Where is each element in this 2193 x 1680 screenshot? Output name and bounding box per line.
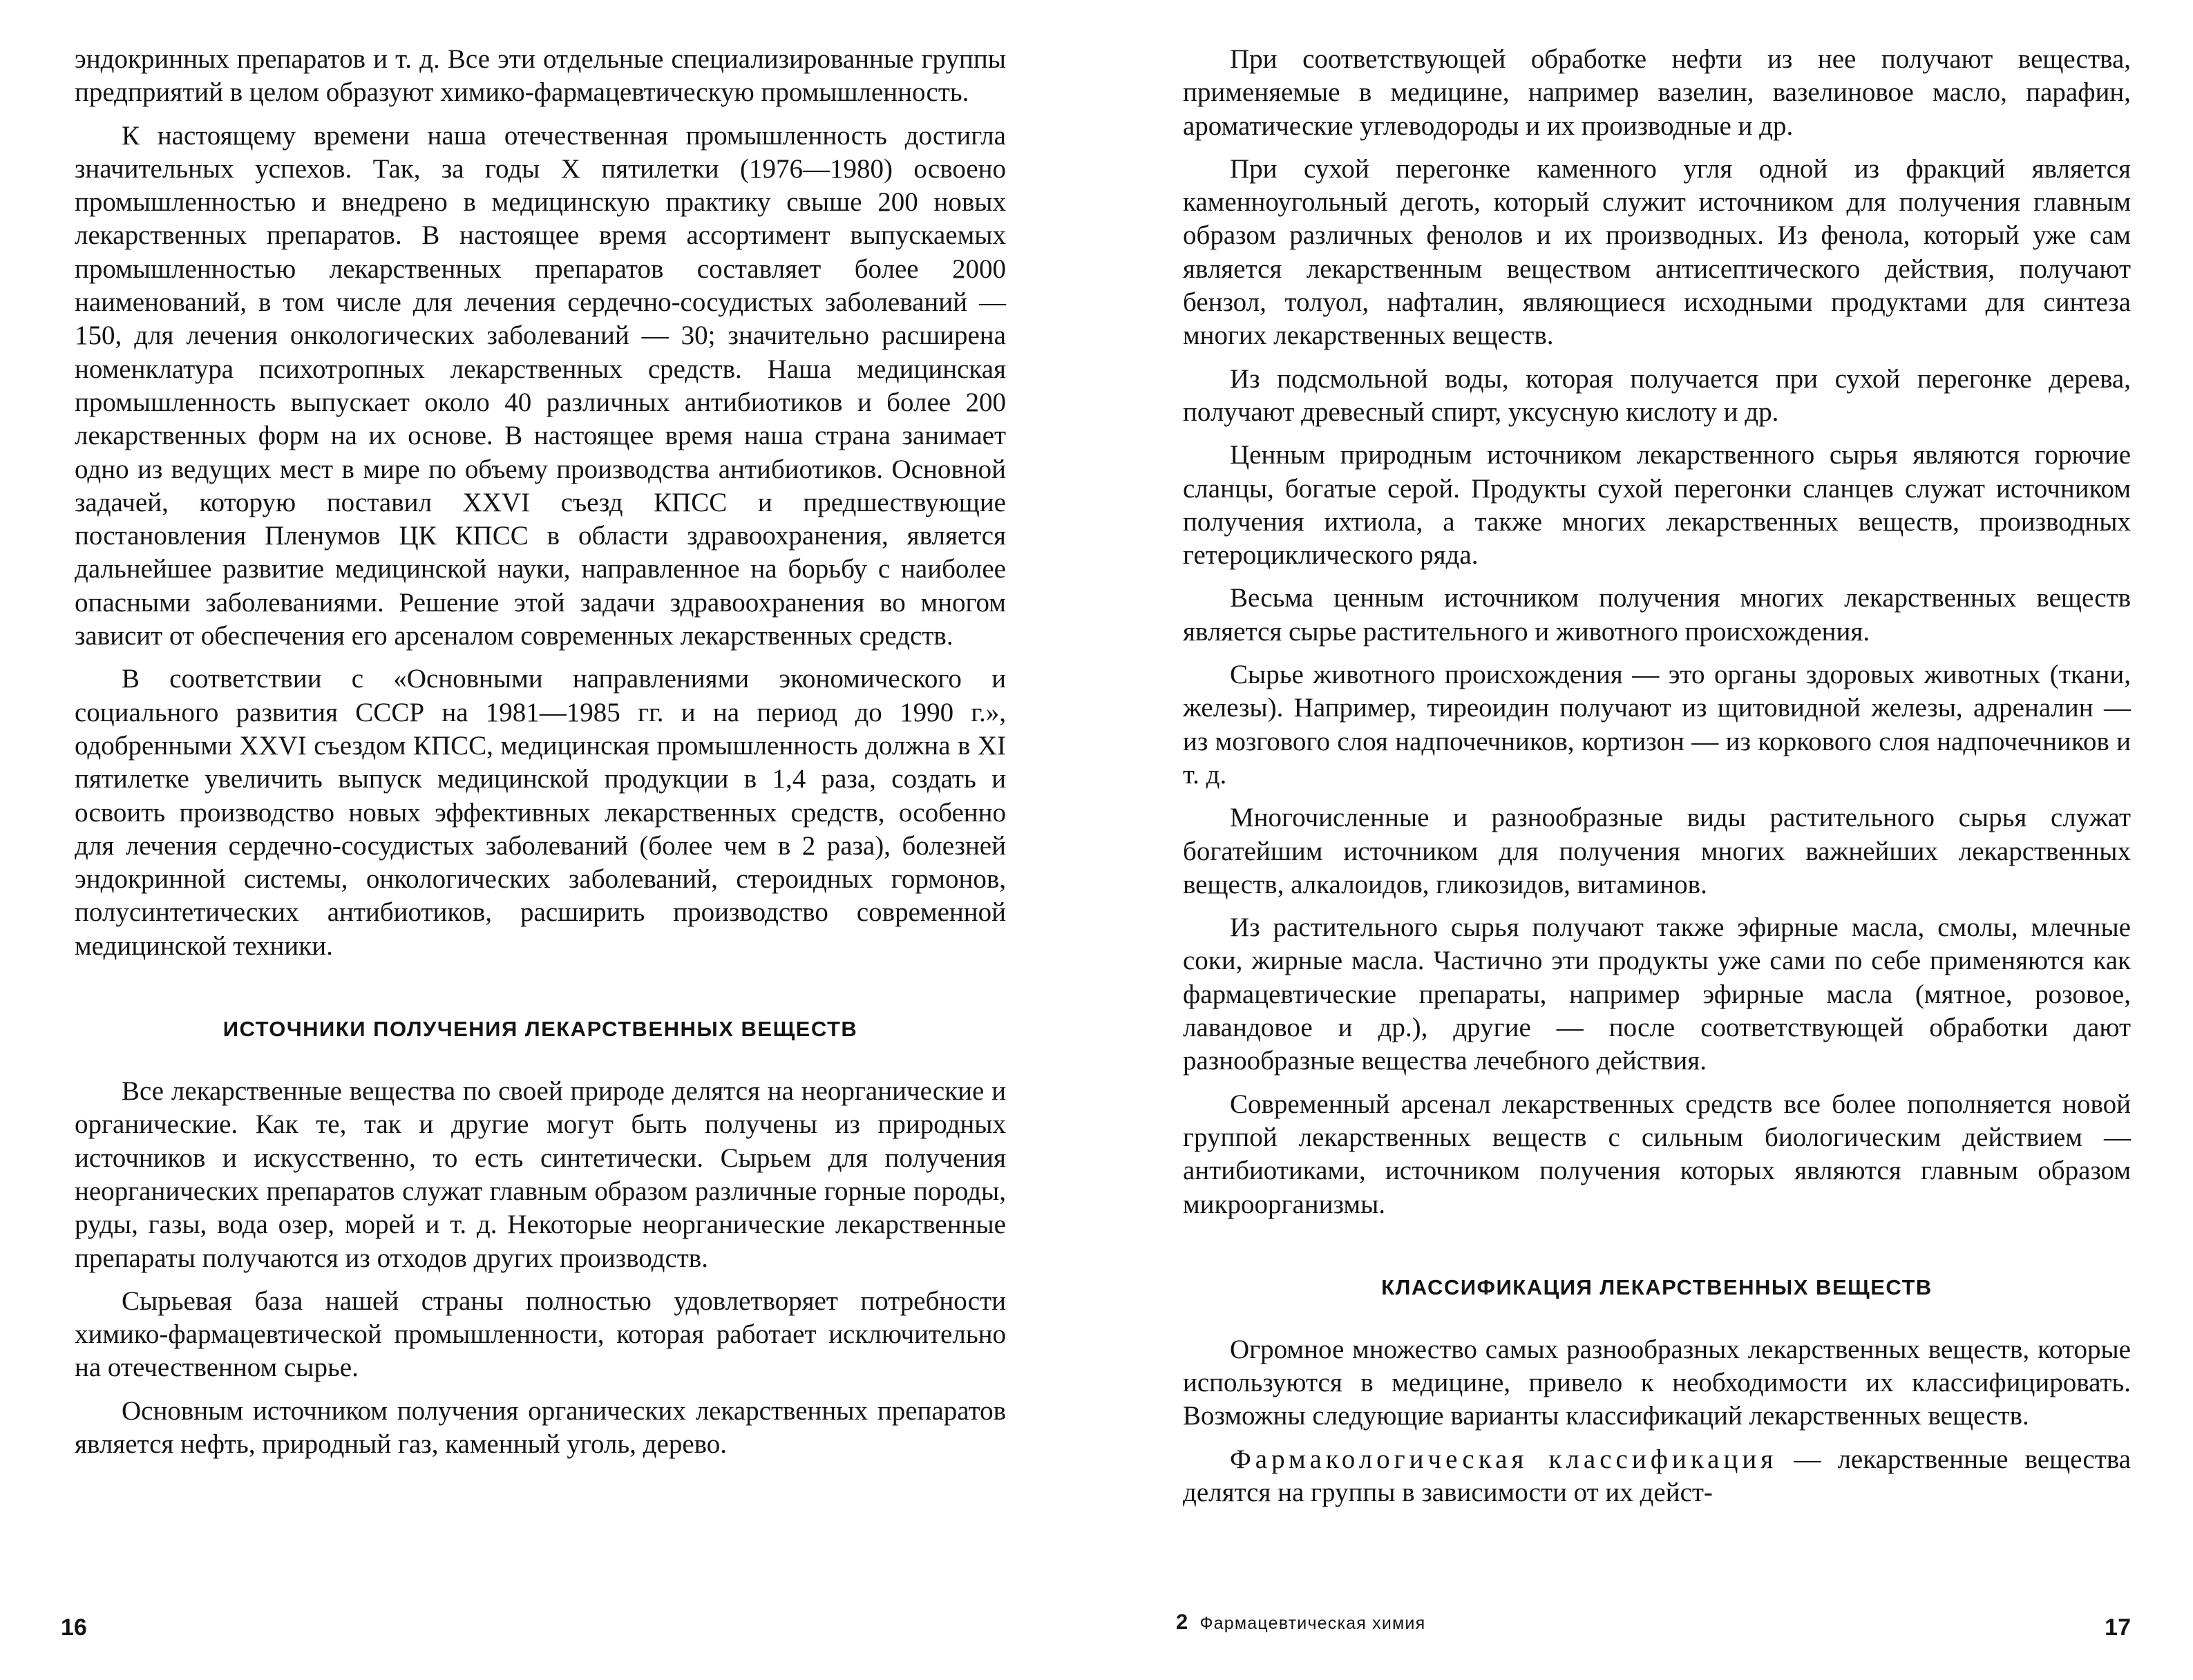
page-number-left: 16 — [61, 1614, 87, 1641]
paragraph: Сырье животного происхождения — это органы здоровых животных (ткани, железы). Например, тиреоидин получают из щитовидной железы, адреналин — из мозгового слоя надпочечников, кортизон — из коркового слоя надпочечников и т. д. — [1183, 660, 2131, 790]
page-number-right: 17 — [2105, 1614, 2131, 1641]
paragraph: Весьма ценным источником получения многих лекарственных веществ является сырье растительного и животного происхождения. — [1183, 583, 2131, 647]
signature-title: Фармацевтическая химия — [1199, 1614, 1426, 1633]
paragraph: При сухой перегонке каменного угля одной из фракций является каменноугольный деготь, который служит источником для получения главным образом различных фенолов и их производных. Из фенола, который уже сам является лекарственным веществом антисептического действия, получают бензол, толуол, нафталин, являющиеся исходными продуктами для синтеза многих лекарственных веществ. — [1183, 153, 2131, 351]
paragraph: Из растительного сырья получают также эфирные масла, смолы, млечные соки, жирные масла. Частично эти продукты уже сами по себе применяются как фармацевтические препараты, например эфирные масла (мятное, розовое, лавандовое и др.), другие — после соответствующей обработки дают разнообразные вещества лечебного действия. — [1183, 913, 2131, 1076]
paragraph: Огромное множество самых разнообразных лекарственных веществ, которые используются в медицине, привело к необходимости их классифицировать. Возможны следующие варианты классификаций лекарственных веществ. — [1183, 1334, 2131, 1431]
signature-line — [1176, 1610, 1425, 1634]
paragraph: Сырьевая база нашей страны полностью удовлетворяет потребности химико-фармацевтической промышленности, которая работает исключительно на отечественном сырье. — [75, 1286, 1006, 1383]
section-heading: ИСТОЧНИКИ ПОЛУЧЕНИЯ ЛЕКАРСТВЕННЫХ ВЕЩЕСТВ — [222, 1017, 858, 1042]
paragraph: Современный арсенал лекарственных средств все более пополняется новой группой лекарственных веществ с сильным биологическим действием — антибиотиками, источником получения которых являются главным образом микроорганизмы. — [1183, 1089, 2131, 1219]
paragraph: Ценным природным источником лекарственного сырья являются горючие сланцы, богатые серой. Продукты сухой перегонки сланцев служат источником получения ихтиола, а также многих лекарственных веществ, производных гетероциклического ряда. — [1183, 440, 2131, 571]
paragraph: К настоящему времени наша отечественная промышленность достигла значительных успехов. Так, за годы X пятилетки (1976—1980) освоено промышленностью и внедрено в медицинскую практику свыше 200 новых лекарственных препаратов. В настоящее время ассортимент выпускаемых промышленностью лекарственных препаратов составляет более 2000 наименований, в том числе для лечения сердечно-сосудистых заболеваний — 150, для лечения онкологических заболеваний — 30; значительно расширена номенклатура психотропных лекарственных средств. Наша медицинская промышленность выпускает около 40 различных антибиотиков и более 200 лекарственных форм на их основе. В настоящее время наша страна занимает одно из ведущих мест в мире по объему производства антибиотиков. Основной задачей, которую поставил XXVI съезд КПСС и предшествующие постановления Пленумов ЦК КПСС в области здравоохранения, является дальнейшее развитие медицинской науки, направленное на борьбу с наиболее опасными заболеваниями. Решение этой задачи здравоохранения во многом зависит от обеспечения его арсеналом современных лекарственных средств. — [75, 120, 1006, 651]
spaced-term: Фармакологическая классификация — [1230, 1444, 1778, 1474]
right-page — [1183, 43, 2131, 1519]
paragraph: В соответствии с «Основными направлениями экономического и социального развития СССР на 1981—1985 гг. и на период до 1990 г.», одобренными XXVI съездом КПСС, медицинская промышленность должна в XI пятилетке увеличить выпуск медицинской продукции в 1,4 раза, создать и освоить производство новых эффективных лекарственных средств, особенно для лечения сердечно-сосудистых заболеваний (более чем в 2 раза), болезней эндокринной системы, онкологических заболеваний, стероидных гормонов, полусинтетических антибиотиков, расширить производство современной медицинской техники. — [75, 664, 1006, 961]
paragraph: Основным источником получения органических лекарственных препаратов является нефть, природный газ, каменный уголь, дерево. — [75, 1395, 1006, 1459]
signature-number: 2 — [1176, 1610, 1189, 1634]
paragraph: При соответствующей обработке нефти из нее получают вещества, применяемые в медицине, например вазелин, вазелиновое масло, парафин, ароматические углеводороды и их производные и др. — [1183, 44, 2131, 141]
section-heading: КЛАССИФИКАЦИЯ ЛЕКАРСТВЕННЫХ ВЕЩЕСТВ — [1381, 1275, 1933, 1299]
paragraph: Из подсмольной воды, которая получается при сухой перегонке дерева, получают древесный спирт, уксусную кислоту и др. — [1183, 363, 2131, 427]
paragraph — [1183, 1443, 2131, 1510]
paragraph: Все лекарственные вещества по своей природе делятся на неорганические и органические. Как те, так и другие могут быть получены из природных источников и искусственно, то есть синтетически. Сырьем для получения неорганических препаратов служат главным образом различные горные породы, руды, газы, вода озер, морей и т. д. Некоторые неорганические лекарственные препараты получаются из отходов других производств. — [75, 1076, 1006, 1273]
left-page — [75, 43, 1006, 1471]
paragraph: эндокринных препаратов и т. д. Все эти отдельные специализированные группы предприятий в целом образуют химико-фармацевтическую промышленность. — [75, 44, 1006, 108]
paragraph-text: — лекарственные вещества делятся на группы в зависимости от их дейст- — [1183, 1444, 2131, 1507]
paragraph: Многочисленные и разнообразные виды растительного сырья служат богатейшим источником для получения многих важнейших лекарственных веществ, алкалоидов, гликозидов, витаминов. — [1183, 803, 2131, 899]
